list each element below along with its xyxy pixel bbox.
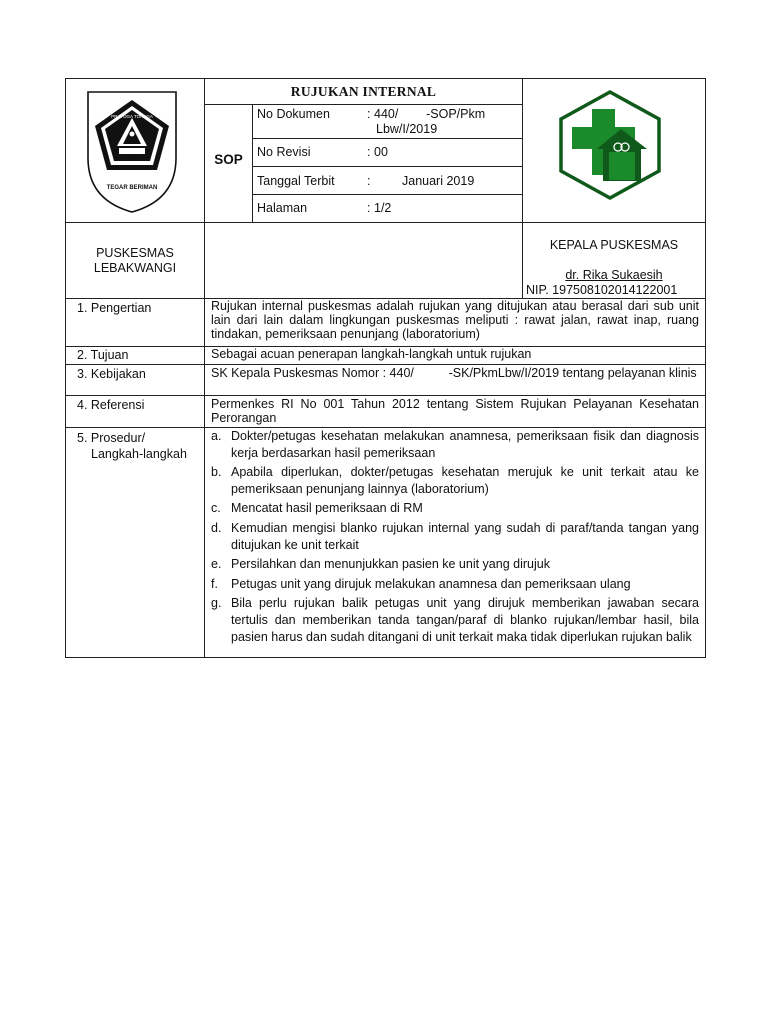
- kebijakan-label: 3. Kebijakan: [77, 367, 146, 381]
- pengertian-text: Rujukan internal puskesmas adalah rujukan yang ditujukan atau berasal dari sub unit lain dari lain dalam lingkungan puskesmas meliputi : rawat jalan, rawat inap, ruang tindakan, pemeriksaan penunjang (laboratorium): [211, 299, 699, 341]
- prosedur-label: [77, 430, 187, 462]
- prosedur-label-line2: Langkah-langkah: [91, 447, 187, 461]
- step-text: Dokter/petugas kesehatan melakukan anamnesa, pemeriksaan fisik dan diagnosis kerja berdasarkan hasil pemeriksaan: [231, 429, 699, 460]
- step-marker: f.: [211, 576, 218, 591]
- emblem-middle-text: SAYAGA: [123, 155, 141, 160]
- puskesmas-logo: [555, 89, 665, 201]
- meta-label: Tanggal Terbit: [257, 174, 335, 188]
- puskesmas-name-line1: PUSKESMAS: [96, 246, 174, 260]
- meta-label: No Dokumen: [257, 107, 330, 121]
- pengertian-label: 1. Pengertian: [77, 301, 152, 315]
- step-marker: g.: [211, 596, 222, 611]
- meta-value-line2: Lbw/I/2019: [376, 122, 438, 136]
- tujuan-text: Sebagai acuan penerapan langkah-langkah untuk rujukan: [211, 347, 532, 361]
- step-text: Persilahkan dan menunjukkan pasien ke unit yang dirujuk: [231, 557, 550, 572]
- emblem-motto: TEGAR BERIMAN: [106, 185, 158, 191]
- document-title: RUJUKAN INTERNAL: [290, 84, 437, 99]
- kabupaten-emblem: [85, 88, 179, 216]
- emblem-top-text: PRAYOGA TOHAGA: [111, 114, 153, 119]
- meta-sep: :: [367, 107, 371, 121]
- prosedur-label-line1: 5. Prosedur/: [77, 431, 146, 445]
- step-marker: d.: [211, 520, 222, 535]
- step-marker: b.: [211, 465, 222, 480]
- meta-label: No Revisi: [257, 145, 311, 159]
- sop-label: SOP: [214, 152, 243, 167]
- meta-value: 440/ -SOP/Pkm: [374, 107, 486, 121]
- meta-sep: :: [367, 174, 371, 188]
- list-item: [205, 500, 699, 517]
- meta-label: Halaman: [257, 201, 308, 215]
- referensi-label: 4. Referensi: [77, 398, 145, 412]
- list-item: [205, 520, 699, 553]
- referensi-text: Permenkes RI No 001 Tahun 2012 tentang Sistem Rujukan Pelayanan Kesehatan Perorangan: [211, 397, 699, 425]
- step-text: Kemudian mengisi blanko rujukan internal yang sudah di paraf/tanda tangan yang ditujukan ke unit terkait: [231, 520, 699, 552]
- step-text: Apabila diperlukan, dokter/petugas kesehatan merujuk ke unit terkait atau ke pemeriksaan penunjang lainnya (laboratorium): [231, 465, 699, 496]
- step-text: Petugas unit yang dirujuk melakukan anamnesa dan pemeriksaan ulang: [231, 576, 631, 591]
- meta-sep: :: [367, 145, 371, 159]
- step-marker: c.: [211, 501, 221, 516]
- list-item: [205, 595, 699, 645]
- head-nip: NIP. 197508102014122001: [526, 283, 678, 297]
- step-text: Bila perlu rujukan balik petugas unit yang dirujuk memberikan jawaban secara tertulis dan memberikan tanda tangan/paraf di blanko rujukan/lembar hasil, bila pasien harus dan sudah ditangani di unit terkait maka tidak diperlukan rujukan balik: [231, 596, 699, 644]
- meta-value: Januari 2019: [402, 174, 475, 188]
- puskesmas-name: [66, 246, 204, 276]
- step-marker: a.: [211, 429, 222, 443]
- list-item: [205, 464, 699, 497]
- step-text: Mencatat hasil pemeriksaan di RM: [231, 501, 423, 516]
- list-item: [205, 428, 699, 461]
- head-name: dr. Rika Sukaesih: [565, 268, 663, 282]
- step-marker: e.: [211, 557, 222, 572]
- list-item: [205, 556, 699, 573]
- head-title: KEPALA PUSKESMAS: [549, 238, 679, 252]
- tujuan-label: 2. Tujuan: [77, 348, 129, 362]
- meta-value: 00: [374, 145, 388, 159]
- kebijakan-text: SK Kepala Puskesmas Nomor : 440/ -SK/PkmLbw/I/2019 tentang pelayanan klinis: [211, 366, 697, 380]
- puskesmas-name-line2: LEBAKWANGI: [93, 261, 177, 275]
- meta-value: 1/2: [374, 201, 392, 215]
- prosedur-steps: [205, 428, 699, 648]
- meta-sep: :: [367, 201, 371, 215]
- list-item: [205, 576, 699, 593]
